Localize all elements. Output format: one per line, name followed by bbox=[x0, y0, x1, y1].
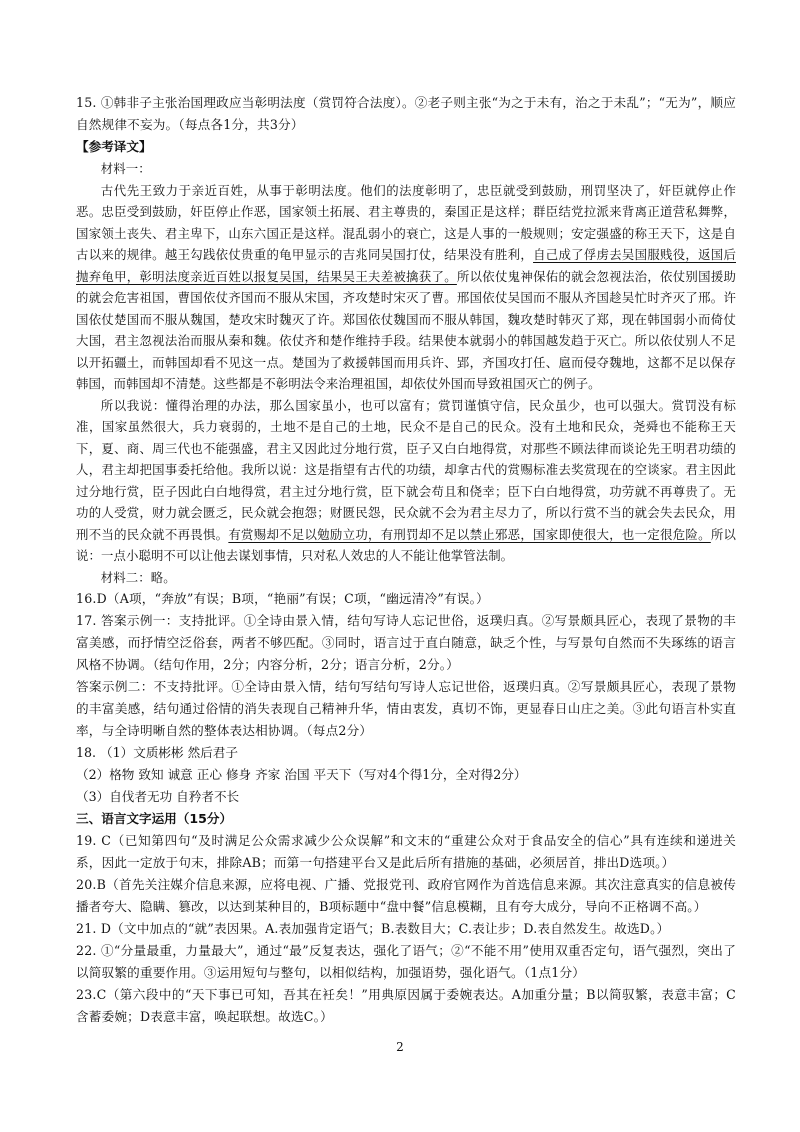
q19-answer: 19. C（已知第四句“及时满足公众需求减少公众误解”和文末的“重建公众对于食品安全的信心”具有连续和递进关系，因此一定放于句末，排除AB；而第一句搭建平台又是此后所有措施的基础，必须居首，排出D选项。） bbox=[76, 833, 736, 870]
q21-answer: 21. D（文中加点的“就”表因果。A.表加强肯定语气；B.表数目大；C.表让步；D.表自然发生。故选D。） bbox=[76, 921, 670, 936]
q18-line-2: （2）格物 致知 诚意 正心 修身 齐家 治国 平天下（写对4个得1分，全对得2分） bbox=[76, 767, 527, 782]
translation-paragraph-1 bbox=[76, 180, 736, 395]
q16-answer: 16.D（A项，“奔放”有误；B项，“艳丽”有误；C项，“幽远清冷”有误。） bbox=[76, 591, 489, 606]
p2-underlined-text: 有赏赐却不足以勉励立功，有刑罚却不足以禁止邪恶，国家即使很大，也一定很危险。 bbox=[228, 526, 711, 542]
q22-answer: 22. ①“分量最重，力量最大”，通过“最”反复表达，强化了语气；②“不能不用”使用双重否定句，语气强烈，突出了以简驭繁的重要作用。③运用短句与整句，以相似结构，加强语势，强化语气。（1点1分） bbox=[76, 943, 736, 980]
p2-text-before: 所以我说：懂得治理的办法，那么国家虽小，也可以富有；赏罚谨慎守信，民众虽少，也可以强大。赏罚没有标准，国家虽然很大，兵力衰弱的，土地不是自己的土地，民众不是自己的民众。没有土地和民众，尧舜也不能称王天下，夏、商、周三代也不能强盛，君主又因此过分地行赏，臣子又白白地得赏，对那些不顾法律而谈论先王明君功绩的人，君主却把国事委托给他。我所以说：这是指望有古代的功绩，却拿古代的赏赐标准去奖赏现在的空谈家。君主因此过分地行赏，臣子因此白白地得赏，君主过分地行赏，臣下就会苟且和侥幸；臣下白白地得赏，功劳就不再尊贵了。无功的人受赏，财力就会匮乏，民众就会抱怨；财匮民怨，民众就不会为君主尽力了，所以行赏不当的就会失去民众，用刑不当的民众就不再畏惧。 bbox=[76, 397, 736, 542]
q23-answer: 23.C（第六段中的“天下事已可知，吾其在衽矣！”用典原因属于委婉表达。A加重分量；B以简驭繁，表意丰富；C含蓄委婉；D表意丰富，唤起联想。故选C。） bbox=[76, 987, 736, 1024]
page-number: 2 bbox=[396, 1040, 404, 1054]
section-3-heading: 三、语言文字运用（15分） bbox=[76, 811, 233, 826]
q15-answer: 15. ①韩非子主张治国理政应当彰明法度（赏罚符合法度）。②老子则主张“为之于未有，治之于未乱”；“无为”，顺应自然规律不妄为。（每点各1分，共3分） bbox=[76, 95, 736, 132]
p2-text-after: 所以说：一点小聪明不可以让他去谋划事情，只对私人效忠的人不能让他掌管法制。 bbox=[76, 526, 736, 563]
answer-page bbox=[76, 92, 736, 1028]
q18-line-3: （3）自伐者无功 自矜者不长 bbox=[76, 789, 240, 804]
q17-example-1: 17. 答案示例一：支持批评。①全诗由景入情，结句写诗人忘记世俗，返璞归真。②写景颇具匠心，表现了景物的丰富美感，而抒情空泛俗套，两者不够匹配。③同时，语言过于直白随意，缺乏个性，与写景句自然而不失琢练的语言风格不协调。（结句作用，2分；内容分析，2分；语言分析，2分。） bbox=[76, 613, 736, 672]
q18-line-1: 18. （1）文质彬彬 然后君子 bbox=[76, 745, 238, 760]
p1-text-before: 古代先王致力于亲近百姓，从事于彰明法度。他们的法度彰明了，忠臣就受到鼓励，刑罚坚决了，奸臣就停止作恶。忠臣受到鼓励，奸臣停止作恶，国家领土拓展、君主尊贵的，秦国正是这样；群臣结党拉派来背离正道营私舞弊，国家领土丧失、君主卑下，山东六国正是这样。混乱弱小的衰亡，这是人事的一般规则；安定强盛的称王天下，这是自古以来的规律。越王勾践依仗贵重的龟甲显示的吉兆同吴国打仗，结果没有胜利， bbox=[76, 182, 736, 262]
q20-answer: 20.B（首先关注媒介信息来源，应将电视、广播、党报党刊、政府官网作为首选信息来源。其次注意真实的信息被传播者夸大、隐瞒、篡改，以达到某种目的，B项标题中“盘中餐”信息模糊，且有夸大成分，导向不正格调不高。） bbox=[76, 877, 736, 914]
p1-underlined-text: 自己成了俘虏去吴国服贱役，返国后抛弃龟甲，彰明法度亲近百姓以报复吴国，结果吴王夫差被擒获了。 bbox=[76, 247, 736, 284]
material1-label: 材料一： bbox=[100, 161, 151, 176]
translation-paragraph-2 bbox=[76, 395, 736, 567]
p1-text-after: 所以依仗鬼神保佑的就会忽视法治，依仗别国援助的就会危害祖国，曹国依仗齐国而不服从宋国，齐攻楚时宋灭了曹。邢国依仗吴国而不服从齐国趁吴忙时齐灭了邢。许国依仗楚国而不服从魏国，楚攻宋时魏灭了许。郑国依仗魏国而不服从韩国，魏攻楚时韩灭了郑，现在韩国弱小而倚仗大国，君主忽视法治而服从秦和魏。依仗齐和楚作维持手段。结果使本就弱小的韩国越发趋于灭亡。所以依仗别人不足以开拓疆土，而韩国却看不见这一点。楚国为了救援韩国而用兵许、郢，齐国攻打任、扈而侵夺魏地，这都不足以保存韩国，而韩国却不清楚。这些都是不彰明法令来治理祖国，却依仗外国而导致祖国灭亡的例子。 bbox=[76, 268, 737, 391]
q17-example-2: 答案示例二：不支持批评。①全诗由景入情，结句写结句写诗人忘记世俗，返璞归真。②写景颇具匠心，表现了景物的丰富美感，结句通过俗情的消失表现自己精神升华，情由衷发，真切不饰，更显春日山庄之美。③此句语言朴实直率，与全诗明晰自然的整体表达相协调。（每点2分） bbox=[76, 679, 736, 738]
translation-label: 【参考译文】 bbox=[76, 139, 152, 154]
material2-label: 材料二：略。 bbox=[100, 569, 176, 585]
